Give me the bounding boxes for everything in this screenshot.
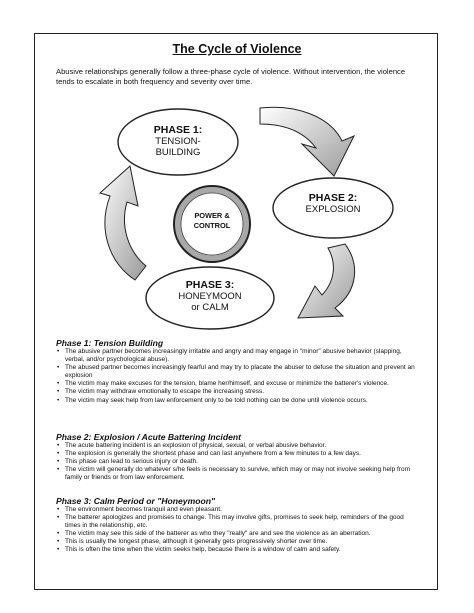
intro-paragraph: Abusive relationships generally follow a three-phase cycle of violence. Without intervention, the violence tends to escalate in both frequency and severity over time. bbox=[56, 67, 406, 86]
list-item: • The explosion is generally the shortest phase and can last anywhere from a few minutes to a few days. bbox=[65, 450, 418, 458]
list-item: • The acute battering incident is an explosion of physical, sexual, or verbal abusive behavior. bbox=[65, 442, 418, 450]
phase3-line-1: HONEYMOON bbox=[178, 291, 242, 302]
center-label bbox=[172, 211, 252, 230]
phase3-head: PHASE 3: bbox=[185, 279, 235, 291]
phase1-section-heading: Phase 1: Tension Building bbox=[56, 338, 164, 348]
arrow-phase3-to-phase1 bbox=[100, 166, 146, 280]
list-item: • The victim will generally do whatever s/he feels is necessary to survive, which may or may not involve seeking help from family or friends or from law enforcement. bbox=[65, 466, 418, 482]
phase2-head: PHASE 2: bbox=[308, 192, 358, 204]
list-item: • The batterer apologizes and promises to change. This may involve gifts, promises to seek help, reminders of the good times in the relationship, etc. bbox=[65, 514, 418, 530]
phase1-label bbox=[118, 125, 238, 158]
arrow-phase2-to-phase3 bbox=[298, 244, 355, 318]
phase3-section bbox=[56, 496, 418, 555]
arrow-phase1-to-phase2 bbox=[260, 107, 354, 176]
phase2-label bbox=[273, 193, 393, 215]
list-item: • This phase can lead to serious injury or death. bbox=[65, 458, 418, 466]
list-item: • The victim may withdraw emotionally to escape the increasing stress. bbox=[65, 388, 418, 396]
phase1-line-1: TENSION- bbox=[155, 136, 201, 147]
list-item: • The abused partner becomes increasingly fearful and may try to placate the abuser to defuse the situation and prevent an explosion bbox=[65, 364, 418, 380]
phase1-head: PHASE 1: bbox=[153, 124, 203, 136]
list-item: • The victim may make excuses for the tension, blame her/himself, and excuse or minimize the batterer's violence. bbox=[65, 380, 418, 388]
list-item: • The abusive partner becomes increasingly irritable and angry and may engage in "minor" abusive behavior (slapping, verbal, and/or psychological abuse). bbox=[65, 348, 418, 364]
list-item: • This is often the time when the victim seeks help, because there is a window of calm and safety. bbox=[65, 546, 418, 554]
list-item: • This is usually the longest phase, although it generally gets progressively shorter over time. bbox=[65, 538, 418, 546]
phase3-label bbox=[150, 280, 270, 313]
phase3-line-2: or CALM bbox=[191, 302, 229, 313]
phase2-line-1: EXPLOSION bbox=[305, 204, 361, 215]
list-item: • The environment becomes tranquil and even pleasant. bbox=[65, 506, 418, 514]
phase1-section bbox=[56, 338, 418, 405]
center-line-2: CONTROL bbox=[193, 220, 231, 230]
phase3-section-heading: Phase 3: Calm Period or "Honeymoon" bbox=[56, 496, 216, 506]
center-line-1: POWER & bbox=[194, 211, 230, 220]
page-title: The Cycle of Violence bbox=[172, 42, 302, 56]
phase2-section bbox=[56, 432, 418, 482]
list-item: • The victim may see this side of the batterer as who they "really" are and see the violence as an aberration. bbox=[65, 530, 418, 538]
list-item: • The victim may seek help from law enforcement only to be told nothing can be done until violence occurs. bbox=[65, 397, 418, 405]
phase1-list bbox=[56, 348, 418, 405]
phase3-list bbox=[56, 506, 418, 555]
phase2-list bbox=[56, 442, 418, 482]
phase1-line-2: BUILDING bbox=[155, 147, 201, 158]
phase2-section-heading: Phase 2: Explosion / Acute Battering Incident bbox=[56, 432, 241, 442]
